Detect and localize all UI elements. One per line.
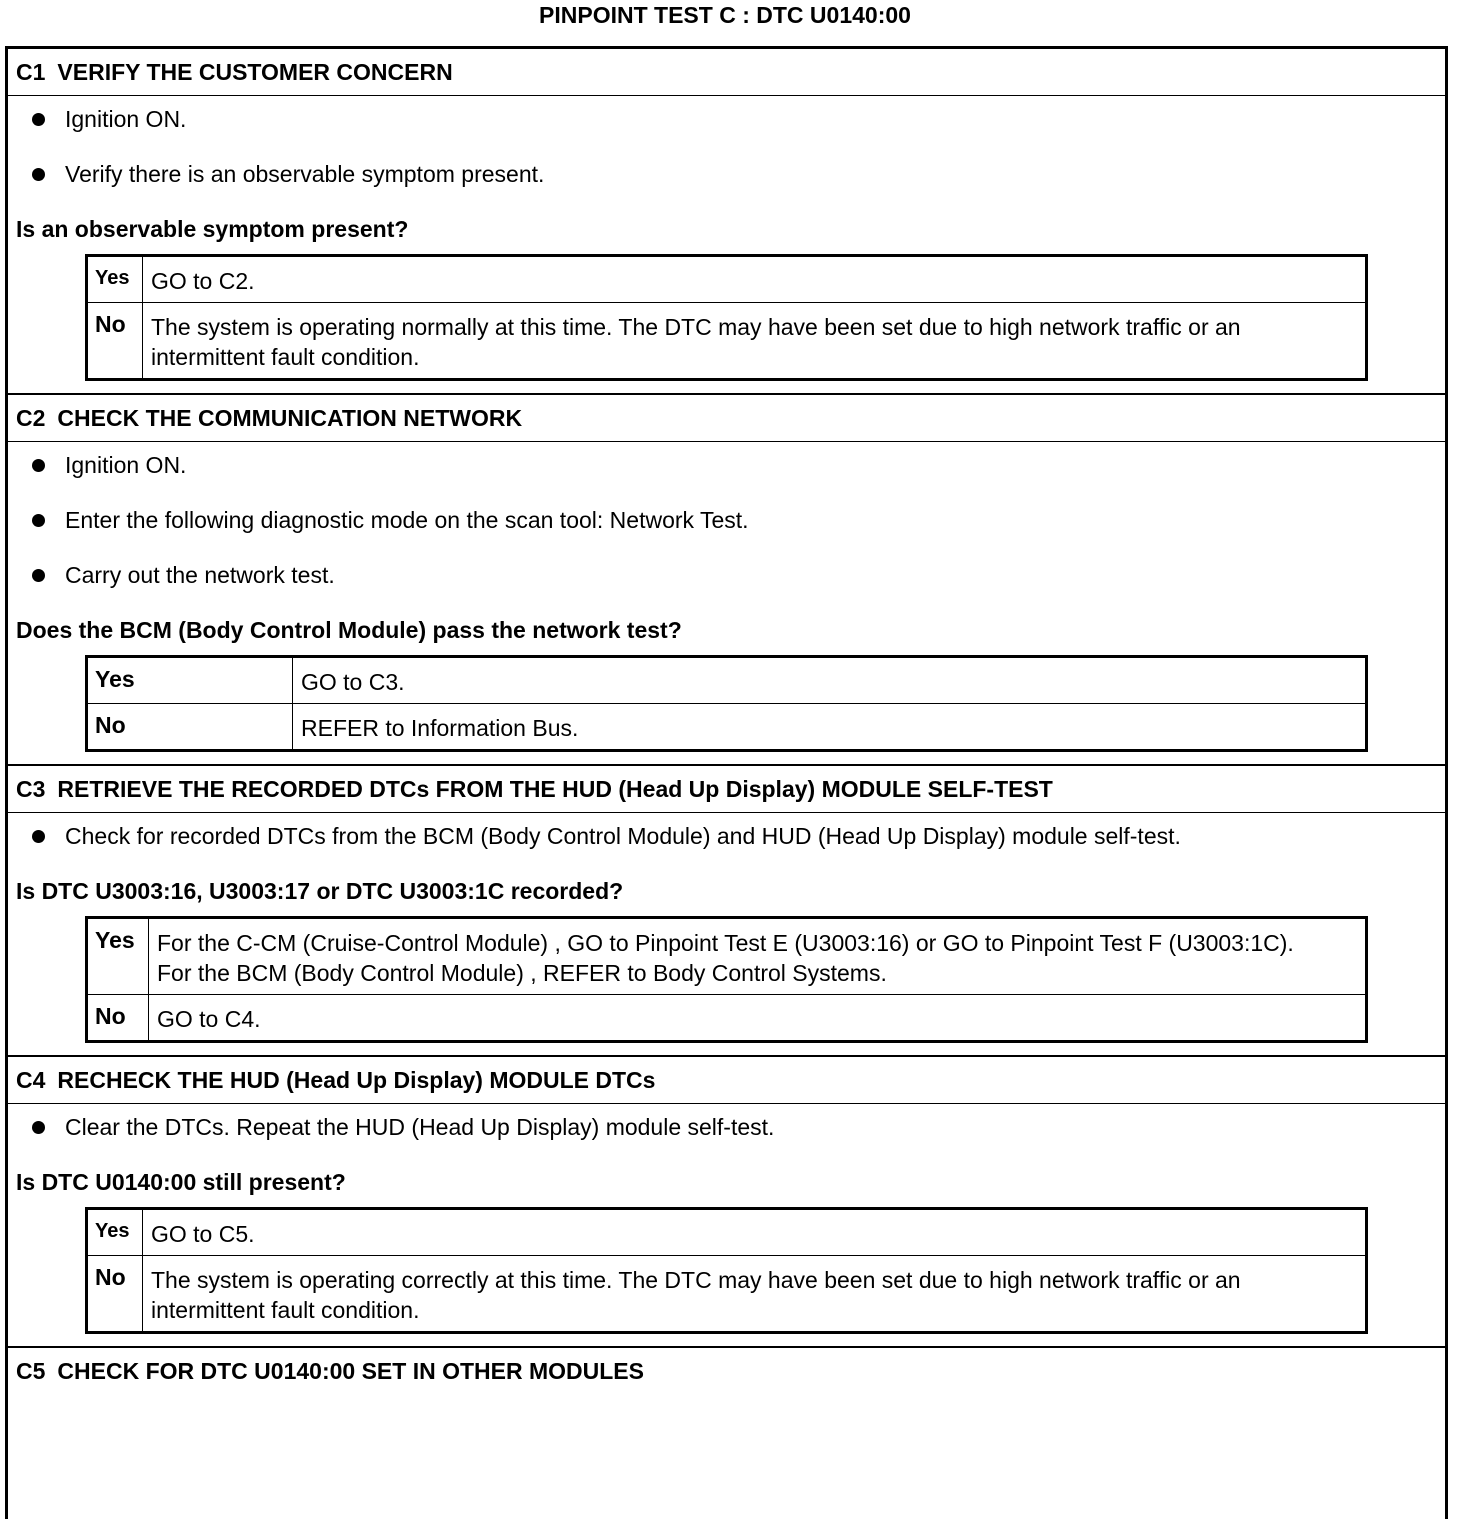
answer-table: [85, 1207, 1368, 1334]
answer-no-label: No: [87, 303, 143, 380]
pinpoint-test-table: [5, 46, 1448, 1519]
answer-yes-label: Yes: [87, 256, 143, 303]
answer-yes-label: Yes: [87, 657, 293, 704]
step-c3: [8, 766, 1445, 1057]
answer-table: [85, 916, 1368, 1043]
answer-no-text: GO to C4.: [149, 995, 1367, 1042]
step-title: VERIFY THE CUSTOMER CONCERN: [57, 59, 453, 85]
answer-yes-label: Yes: [87, 1209, 143, 1256]
step-question: Is DTC U3003:16, U3003:17 or DTC U3003:1C recorded?: [16, 878, 624, 904]
answer-no-label: No: [87, 995, 149, 1042]
bullet-icon: [32, 569, 45, 582]
page-title: PINPOINT TEST C : DTC U0140:00: [539, 2, 911, 28]
step-number: C1: [16, 59, 46, 85]
list-item: Clear the DTCs. Repeat the HUD (Head Up Display) module self-test.: [8, 1112, 1445, 1167]
answer-yes-row: [87, 918, 1367, 995]
answer-yes-text: [149, 918, 1367, 995]
answer-no-text: The system is operating normally at this time. The DTC may have been set due to high network traffic or an intermittent fault condition.: [143, 303, 1367, 380]
answer-no-label: No: [87, 704, 293, 751]
answer-no-row: [87, 1256, 1367, 1333]
step-title: RECHECK THE HUD (Head Up Display) MODULE DTCs: [57, 1067, 656, 1093]
step-number: C3: [16, 776, 46, 802]
list-item: Ignition ON.: [8, 104, 1445, 159]
step-question: Is an observable symptom present?: [16, 216, 409, 242]
step-question: Is DTC U0140:00 still present?: [16, 1169, 346, 1195]
answer-yes-text: GO to C5.: [143, 1209, 1367, 1256]
answer-yes-text: GO to C3.: [293, 657, 1367, 704]
answer-yes-row: [87, 1209, 1367, 1256]
list-item: Verify there is an observable symptom present.: [8, 159, 1445, 214]
list-item: Enter the following diagnostic mode on the scan tool: Network Test.: [8, 505, 1445, 560]
answer-yes-text: GO to C2.: [143, 256, 1367, 303]
step-header: [8, 1057, 1445, 1104]
bullet-icon: [32, 113, 45, 126]
step-c2: [8, 395, 1445, 766]
answer-yes-row: [87, 256, 1367, 303]
bullet-icon: [32, 830, 45, 843]
answer-table: [85, 655, 1368, 752]
step-title: CHECK FOR DTC U0140:00 SET IN OTHER MODULES: [57, 1358, 644, 1384]
step-number: C4: [16, 1067, 46, 1093]
step-c5: [8, 1348, 1445, 1394]
answer-no-row: [87, 303, 1367, 380]
answer-no-row: [87, 704, 1367, 751]
step-number: C2: [16, 405, 46, 431]
answer-no-row: [87, 995, 1367, 1042]
step-c1: [8, 49, 1445, 395]
answer-yes-label: Yes: [87, 918, 149, 995]
step-header: [8, 395, 1445, 442]
answer-no-text: The system is operating correctly at this time. The DTC may have been set due to high network traffic or an intermittent fault condition.: [143, 1256, 1367, 1333]
list-item: Carry out the network test.: [8, 560, 1445, 615]
answer-no-text: REFER to Information Bus.: [293, 704, 1367, 751]
bullet-icon: [32, 1121, 45, 1134]
step-question: Does the BCM (Body Control Module) pass the network test?: [16, 617, 682, 643]
step-title: RETRIEVE THE RECORDED DTCs FROM THE HUD (Head Up Display) MODULE SELF-TEST: [57, 776, 1053, 802]
bullet-icon: [32, 168, 45, 181]
bullet-icon: [32, 514, 45, 527]
bullet-icon: [32, 459, 45, 472]
answer-table: [85, 254, 1368, 381]
list-item: Ignition ON.: [8, 450, 1445, 505]
step-header: [8, 766, 1445, 813]
answer-yes-line: For the BCM (Body Control Module) , REFER to Body Control Systems.: [157, 960, 887, 986]
step-title: CHECK THE COMMUNICATION NETWORK: [57, 405, 523, 431]
list-item: Check for recorded DTCs from the BCM (Body Control Module) and HUD (Head Up Display) module self-test.: [8, 821, 1445, 876]
answer-no-label: No: [87, 1256, 143, 1333]
answer-yes-line: For the C-CM (Cruise-Control Module) , GO to Pinpoint Test E (U3003:16) or GO to Pinpoint Test F (U3003:1C).: [157, 930, 1294, 956]
step-header: [8, 1348, 1445, 1394]
step-number: C5: [16, 1358, 46, 1384]
answer-yes-row: [87, 657, 1367, 704]
step-header: [8, 49, 1445, 96]
step-c4: [8, 1057, 1445, 1348]
